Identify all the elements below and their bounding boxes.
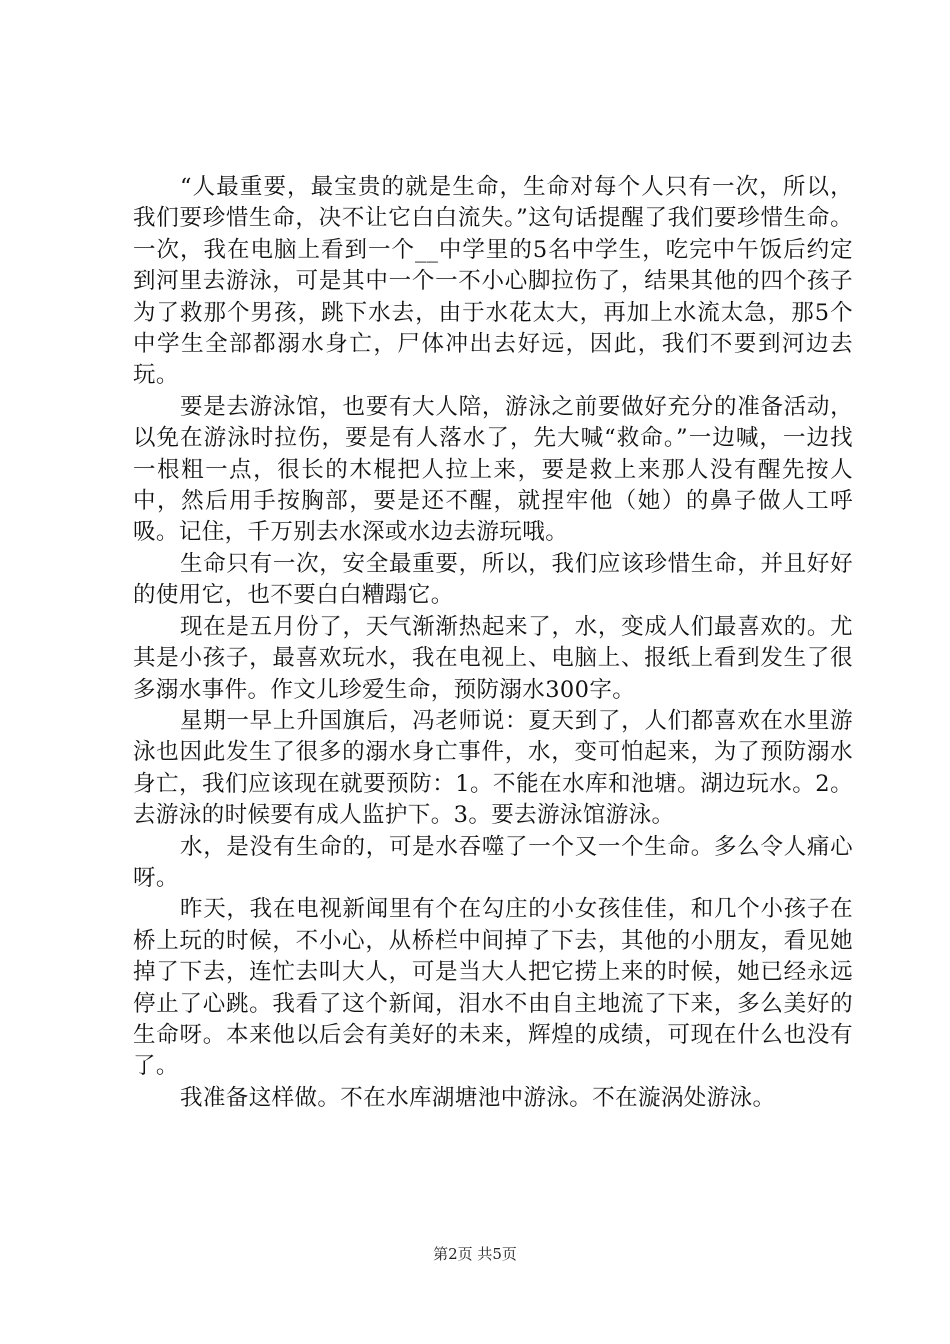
page-footer [0, 1244, 950, 1264]
document-body [133, 172, 853, 1114]
paragraph: “人最重要，最宝贵的就是生命，生命对每个人只有一次，所以，我们要珍惜生命，决不让它白白流失。”这句话提醒了我们要珍惜生命。一次，我在电脑上看到一个__中学里的5名中学生，吃完中午饭后约定到河里去游泳，可是其中一个一不小心脚拉伤了，结果其他的四个孩子为了救那个男孩，跳下水去，由于水花太大，再加上水流太急，那5个中学生全部都溺水身亡，尸体冲出去好远，因此，我们不要到河边去玩。 [133, 174, 853, 389]
page-number: 第2页 共5页 [433, 1245, 517, 1263]
paragraph: 水，是没有生命的，可是水吞噬了一个又一个生命。多么令人痛心呀。 [133, 833, 853, 891]
paragraph: 星期一早上升国旗后，冯老师说：夏天到了，人们都喜欢在水里游泳也因此发生了很多的溺水身亡事件，水，变可怕起来，为了预防溺水身亡，我们应该现在就要预防：1。不能在水库和池塘。湖边玩水。2。去游泳的时候要有成人监护下。3。要去游泳馆游泳。 [133, 707, 853, 829]
paragraph: 我准备这样做。不在水库湖塘池中游泳。不在漩涡处游泳。 [180, 1084, 776, 1111]
paragraph: 现在是五月份了，天气渐渐热起来了，水，变成人们最喜欢的。尤其是小孩子，最喜欢玩水，我在电视上、电脑上、报纸上看到发生了很多溺水事件。作文儿珍爱生命，预防溺水300字。 [133, 613, 853, 703]
paragraph: 要是去游泳馆，也要有大人陪，游泳之前要做好充分的准备活动，以免在游泳时拉伤，要是有人落水了，先大喊“救命。”一边喊，一边找一根粗一点，很长的木棍把人拉上来，要是救上来那人没有醒先按人中，然后用手按胸部，要是还不醒，就捏牢他（她）的鼻子做人工呼吸。记住，千万别去水深或水边去游玩哦。 [133, 393, 853, 546]
paragraph: 生命只有一次，安全最重要，所以，我们应该珍惜生命，并且好好的使用它，也不要白白糟蹋它。 [133, 550, 853, 609]
paragraph: 昨天，我在电视新闻里有个在勾庄的小女孩佳佳，和几个小孩子在桥上玩的时候，不小心，从桥栏中间掉了下去，其他的小朋友，看见她掉了下去，连忙去叫大人，可是当大人把它捞上来的时候，她已经永远停止了心跳。我看了这个新闻，泪水不由自主地流了下来，多么美好的生命呀。本来他以后会有美好的未来，辉煌的成绩，可现在什么也没有了。 [133, 896, 853, 1080]
